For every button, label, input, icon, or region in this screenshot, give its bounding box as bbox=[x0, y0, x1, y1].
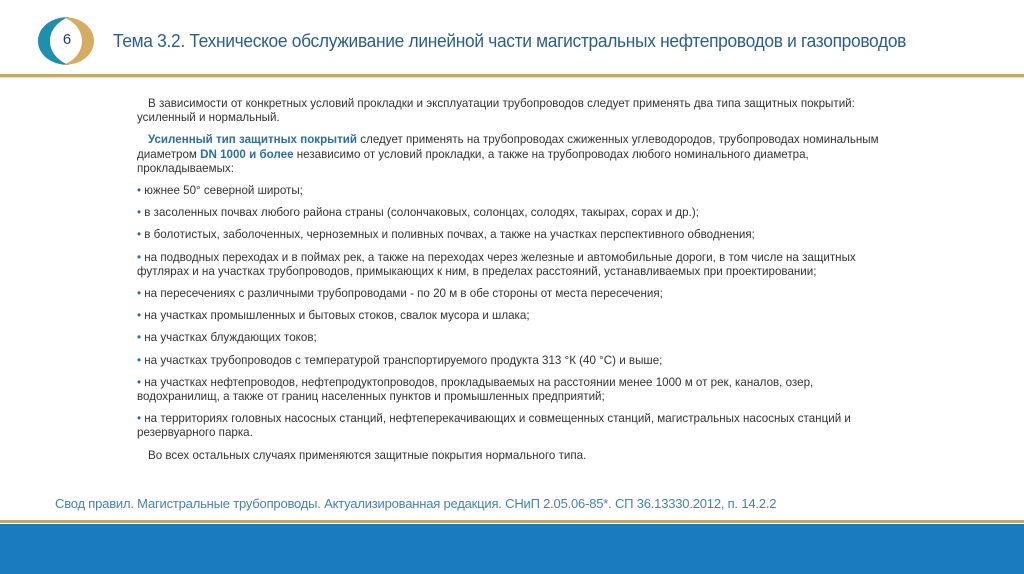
list-item-text: южнее 50° северной широты; bbox=[141, 184, 303, 198]
slide-body bbox=[137, 97, 897, 463]
bullet-icon: • bbox=[137, 287, 142, 301]
list-item-text: на пересечениях с различными трубопроводами - по 20 м в обе стороны от места пересечения; bbox=[141, 287, 663, 301]
reinforced-paragraph bbox=[137, 133, 897, 176]
source-citation: Свод правил. Магистральные трубопроводы. Актуализированная редакция. СНиП 2.05.06-85*. СП 36.13330.2012, п. 14.2.2 bbox=[55, 496, 777, 511]
list-item-text: на участках трубопроводов с температурой транспортируемого продукта 313 °К (40 °С) и выше; bbox=[141, 353, 663, 367]
footer-divider bbox=[0, 520, 1024, 523]
list-item-text: на участках блуждающих токов; bbox=[141, 331, 317, 345]
list-item bbox=[137, 354, 897, 368]
bullet-icon: • bbox=[137, 228, 142, 242]
reinforced-text-part-1: следует применять на трубопроводах сжиженных углеводородов, трубопроводах номинальным диаметром bbox=[137, 133, 879, 161]
list-item bbox=[137, 251, 897, 279]
bullet-icon: • bbox=[137, 206, 142, 220]
list-item bbox=[137, 309, 897, 323]
bullet-icon: • bbox=[137, 375, 142, 389]
list-item-text: в болотистых, заболоченных, черноземных и поливных почвах, а также на участках перспективного обводнения; bbox=[141, 228, 755, 242]
bullet-icon: • bbox=[137, 250, 142, 264]
list-item-text: на подводных переходах и в поймах рек, а также на переходах через железные и автомобильные дороги, в том числе на защитных футлярах и на участках трубопроводов, примыкающих к ним, в пределах расстояний, устанавливаемых при проектировании; bbox=[137, 250, 856, 278]
slide-header bbox=[0, 0, 1024, 78]
reinforced-term: Усиленный тип защитных покрытий bbox=[148, 133, 358, 147]
bullet-icon: • bbox=[137, 309, 142, 323]
intro-paragraph: В зависимости от конкретных условий прокладки и эксплуатации трубопроводов следует применять два типа защитных покрытий: усиленный и нормальный. bbox=[137, 97, 855, 125]
list-item bbox=[137, 184, 897, 198]
list-item-text: на участках промышленных и бытовых стоков, свалок мусора и шлака; bbox=[141, 309, 530, 323]
list-item-text: в засоленных почвах любого района страны (солончаковых, солонцах, солодях, такырах, сорах и др.); bbox=[141, 206, 699, 220]
list-item bbox=[137, 376, 897, 404]
reinforced-text-part-2: независимо от условий прокладки, а также на трубопроводах любого номинального диаметра, прокладываемых: bbox=[137, 147, 809, 175]
list-item bbox=[137, 206, 897, 220]
bullet-icon: • bbox=[137, 331, 142, 345]
bullet-icon: • bbox=[137, 184, 142, 198]
closing-paragraph: Во всех остальных случаях применяются защитные покрытия нормального типа. bbox=[148, 448, 587, 462]
slide-title: Тема 3.2. Техническое обслуживание линейной части магистральных нефтепроводов и газопроводов bbox=[113, 30, 907, 51]
header-divider-shadow bbox=[0, 77, 1024, 78]
bullet-icon: • bbox=[137, 412, 142, 426]
list-item bbox=[137, 228, 897, 242]
list-item bbox=[137, 331, 897, 345]
list-item bbox=[137, 287, 897, 301]
slide-number: 6 bbox=[62, 31, 72, 48]
list-item-text: на участках нефтепроводов, нефтепродуктопроводов, прокладываемых на расстоянии менее 1000 м от рек, каналов, озер, водохранилищ, а также от границ населенных пунктов и промышленных предприятий; bbox=[137, 375, 814, 404]
dn-term: DN 1000 и более bbox=[200, 147, 294, 161]
bullet-icon: • bbox=[137, 353, 142, 367]
list-item bbox=[137, 412, 897, 440]
list-item-text: на территориях головных насосных станций, нефтеперекачивающих и совмещенных станций, магистральных насосных станций и резервуарного парка. bbox=[137, 412, 851, 440]
footer-bar bbox=[0, 524, 1024, 574]
